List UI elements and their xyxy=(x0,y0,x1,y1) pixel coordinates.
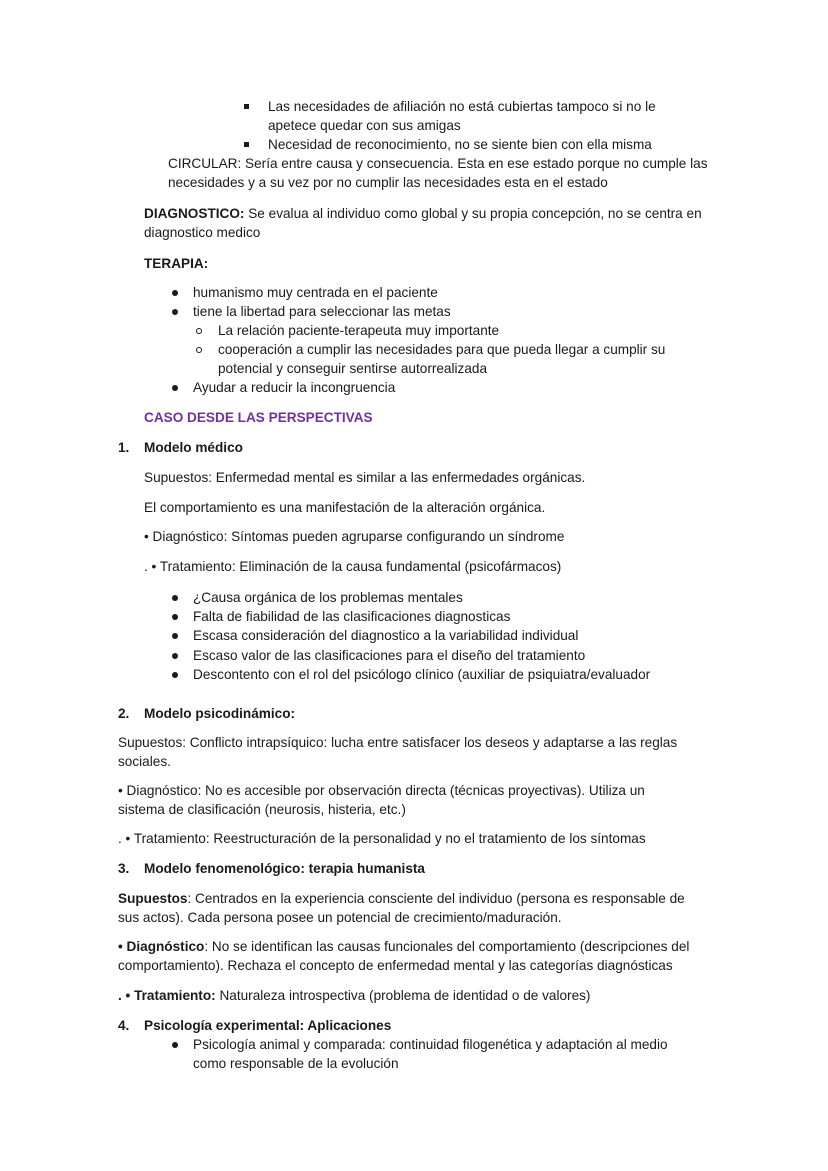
paragraph: comportamiento). Rechaza el concepto de enfermedad mental y las categorías diagnósticas xyxy=(118,958,673,973)
list-item: Escasa consideración del diagnostico a la variabilidad individual xyxy=(193,628,579,643)
list-item: Descontento con el rol del psicólogo clínico (auxiliar de psiquiatra/evaluador xyxy=(193,667,651,682)
list-item: tiene la libertad para seleccionar las metas xyxy=(193,304,451,319)
bullet-icon xyxy=(172,633,178,639)
bullet-icon xyxy=(172,653,178,659)
paragraph: . • Tratamiento: Naturaleza introspectiva (problema de identidad o de valores) xyxy=(118,988,591,1003)
square-bullet-icon xyxy=(244,104,249,109)
list-item: Ayudar a reducir la incongruencia xyxy=(193,380,396,395)
section-number: 2. xyxy=(118,706,130,721)
sub-list-item: La relación paciente-terapeuta muy importante xyxy=(218,323,500,338)
list-item: Psicología animal y comparada: continuidad filogenética y adaptación al medio xyxy=(193,1037,668,1052)
section-title: Psicología experimental: Aplicaciones xyxy=(144,1018,392,1033)
section-title: Modelo fenomenológico: terapia humanista xyxy=(144,861,425,876)
bullet-icon xyxy=(172,1042,178,1048)
paragraph: sistema de clasificación (neurosis, histeria, etc.) xyxy=(118,802,406,817)
bullet-icon xyxy=(172,614,178,620)
section-number: 4. xyxy=(118,1018,130,1033)
list-item: ¿Causa orgánica de los problemas mentales xyxy=(193,590,463,605)
paragraph: • Diagnóstico: Síntomas pueden agruparse configurando un síndrome xyxy=(144,529,565,544)
list-item: Escaso valor de las clasificaciones para el diseño del tratamiento xyxy=(193,648,586,663)
bullet-icon xyxy=(172,672,178,678)
diagnostico-text: diagnostico medico xyxy=(144,225,261,240)
bullet-icon xyxy=(172,385,178,391)
paragraph: . • Tratamiento: Eliminación de la causa fundamental (psicofármacos) xyxy=(144,559,562,574)
list-item: Falta de fiabilidad de las clasificaciones diagnosticas xyxy=(193,609,511,624)
paragraph: Supuestos: Conflicto intrapsíquico: lucha entre satisfacer los deseos y adaptarse a las reglas xyxy=(118,735,678,750)
circular-text: necesidades y a su vez por no cumplir las necesidades esta en el estado xyxy=(168,175,608,190)
bullet-icon xyxy=(172,309,178,315)
list-item-continuation: apetece quedar con sus amigas xyxy=(268,118,461,133)
paragraph: sus actos). Cada persona posee un potencial de crecimiento/maduración. xyxy=(118,910,562,925)
sub-list-item: cooperación a cumplir las necesidades para que pueda llegar a cumplir su xyxy=(218,342,666,357)
section-number: 1. xyxy=(118,440,130,455)
section-heading: CASO DESDE LAS PERSPECTIVAS xyxy=(144,410,373,425)
list-item: humanismo muy centrada en el paciente xyxy=(193,285,438,300)
circle-bullet-icon xyxy=(196,347,202,353)
diagnostico-paragraph: DIAGNOSTICO: Se evalua al individuo como global y su propia concepción, no se centra en xyxy=(144,206,702,221)
paragraph: . • Tratamiento: Reestructuración de la personalidad y no el tratamiento de los síntomas xyxy=(118,831,646,846)
list-item: Las necesidades de afiliación no está cubiertas tampoco si no le xyxy=(268,99,656,114)
circular-text: CIRCULAR: Sería entre causa y consecuencia. Esta en ese estado porque no cumple las xyxy=(168,156,708,171)
bullet-icon xyxy=(172,595,178,601)
square-bullet-icon xyxy=(244,142,249,147)
paragraph: • Diagnóstico: No se identifican las causas funcionales del comportamiento (descripciones del xyxy=(118,939,690,954)
paragraph: • Diagnóstico: No es accesible por observación directa (técnicas proyectivas). Utiliza un xyxy=(118,783,645,798)
list-item: Necesidad de reconocimiento, no se siente bien con ella misma xyxy=(268,137,652,152)
paragraph: El comportamiento es una manifestación de la alteración orgánica. xyxy=(144,500,546,515)
bullet-icon xyxy=(172,290,178,296)
terapia-heading: TERAPIA: xyxy=(144,256,209,271)
list-item-continuation: como responsable de la evolución xyxy=(193,1056,399,1071)
paragraph: sociales. xyxy=(118,754,171,769)
section-title: Modelo psicodinámico: xyxy=(144,706,296,721)
paragraph: Supuestos: Centrados en la experiencia consciente del individuo (persona es responsable de xyxy=(118,891,685,906)
section-title: Modelo médico xyxy=(144,440,243,455)
paragraph: Supuestos: Enfermedad mental es similar a las enfermedades orgánicas. xyxy=(144,470,586,485)
circle-bullet-icon xyxy=(196,328,202,334)
section-number: 3. xyxy=(118,861,130,876)
diagnostico-label: DIAGNOSTICO: xyxy=(144,206,245,221)
sub-list-item-continuation: potencial y conseguir sentirse autorrealizada xyxy=(218,361,488,376)
